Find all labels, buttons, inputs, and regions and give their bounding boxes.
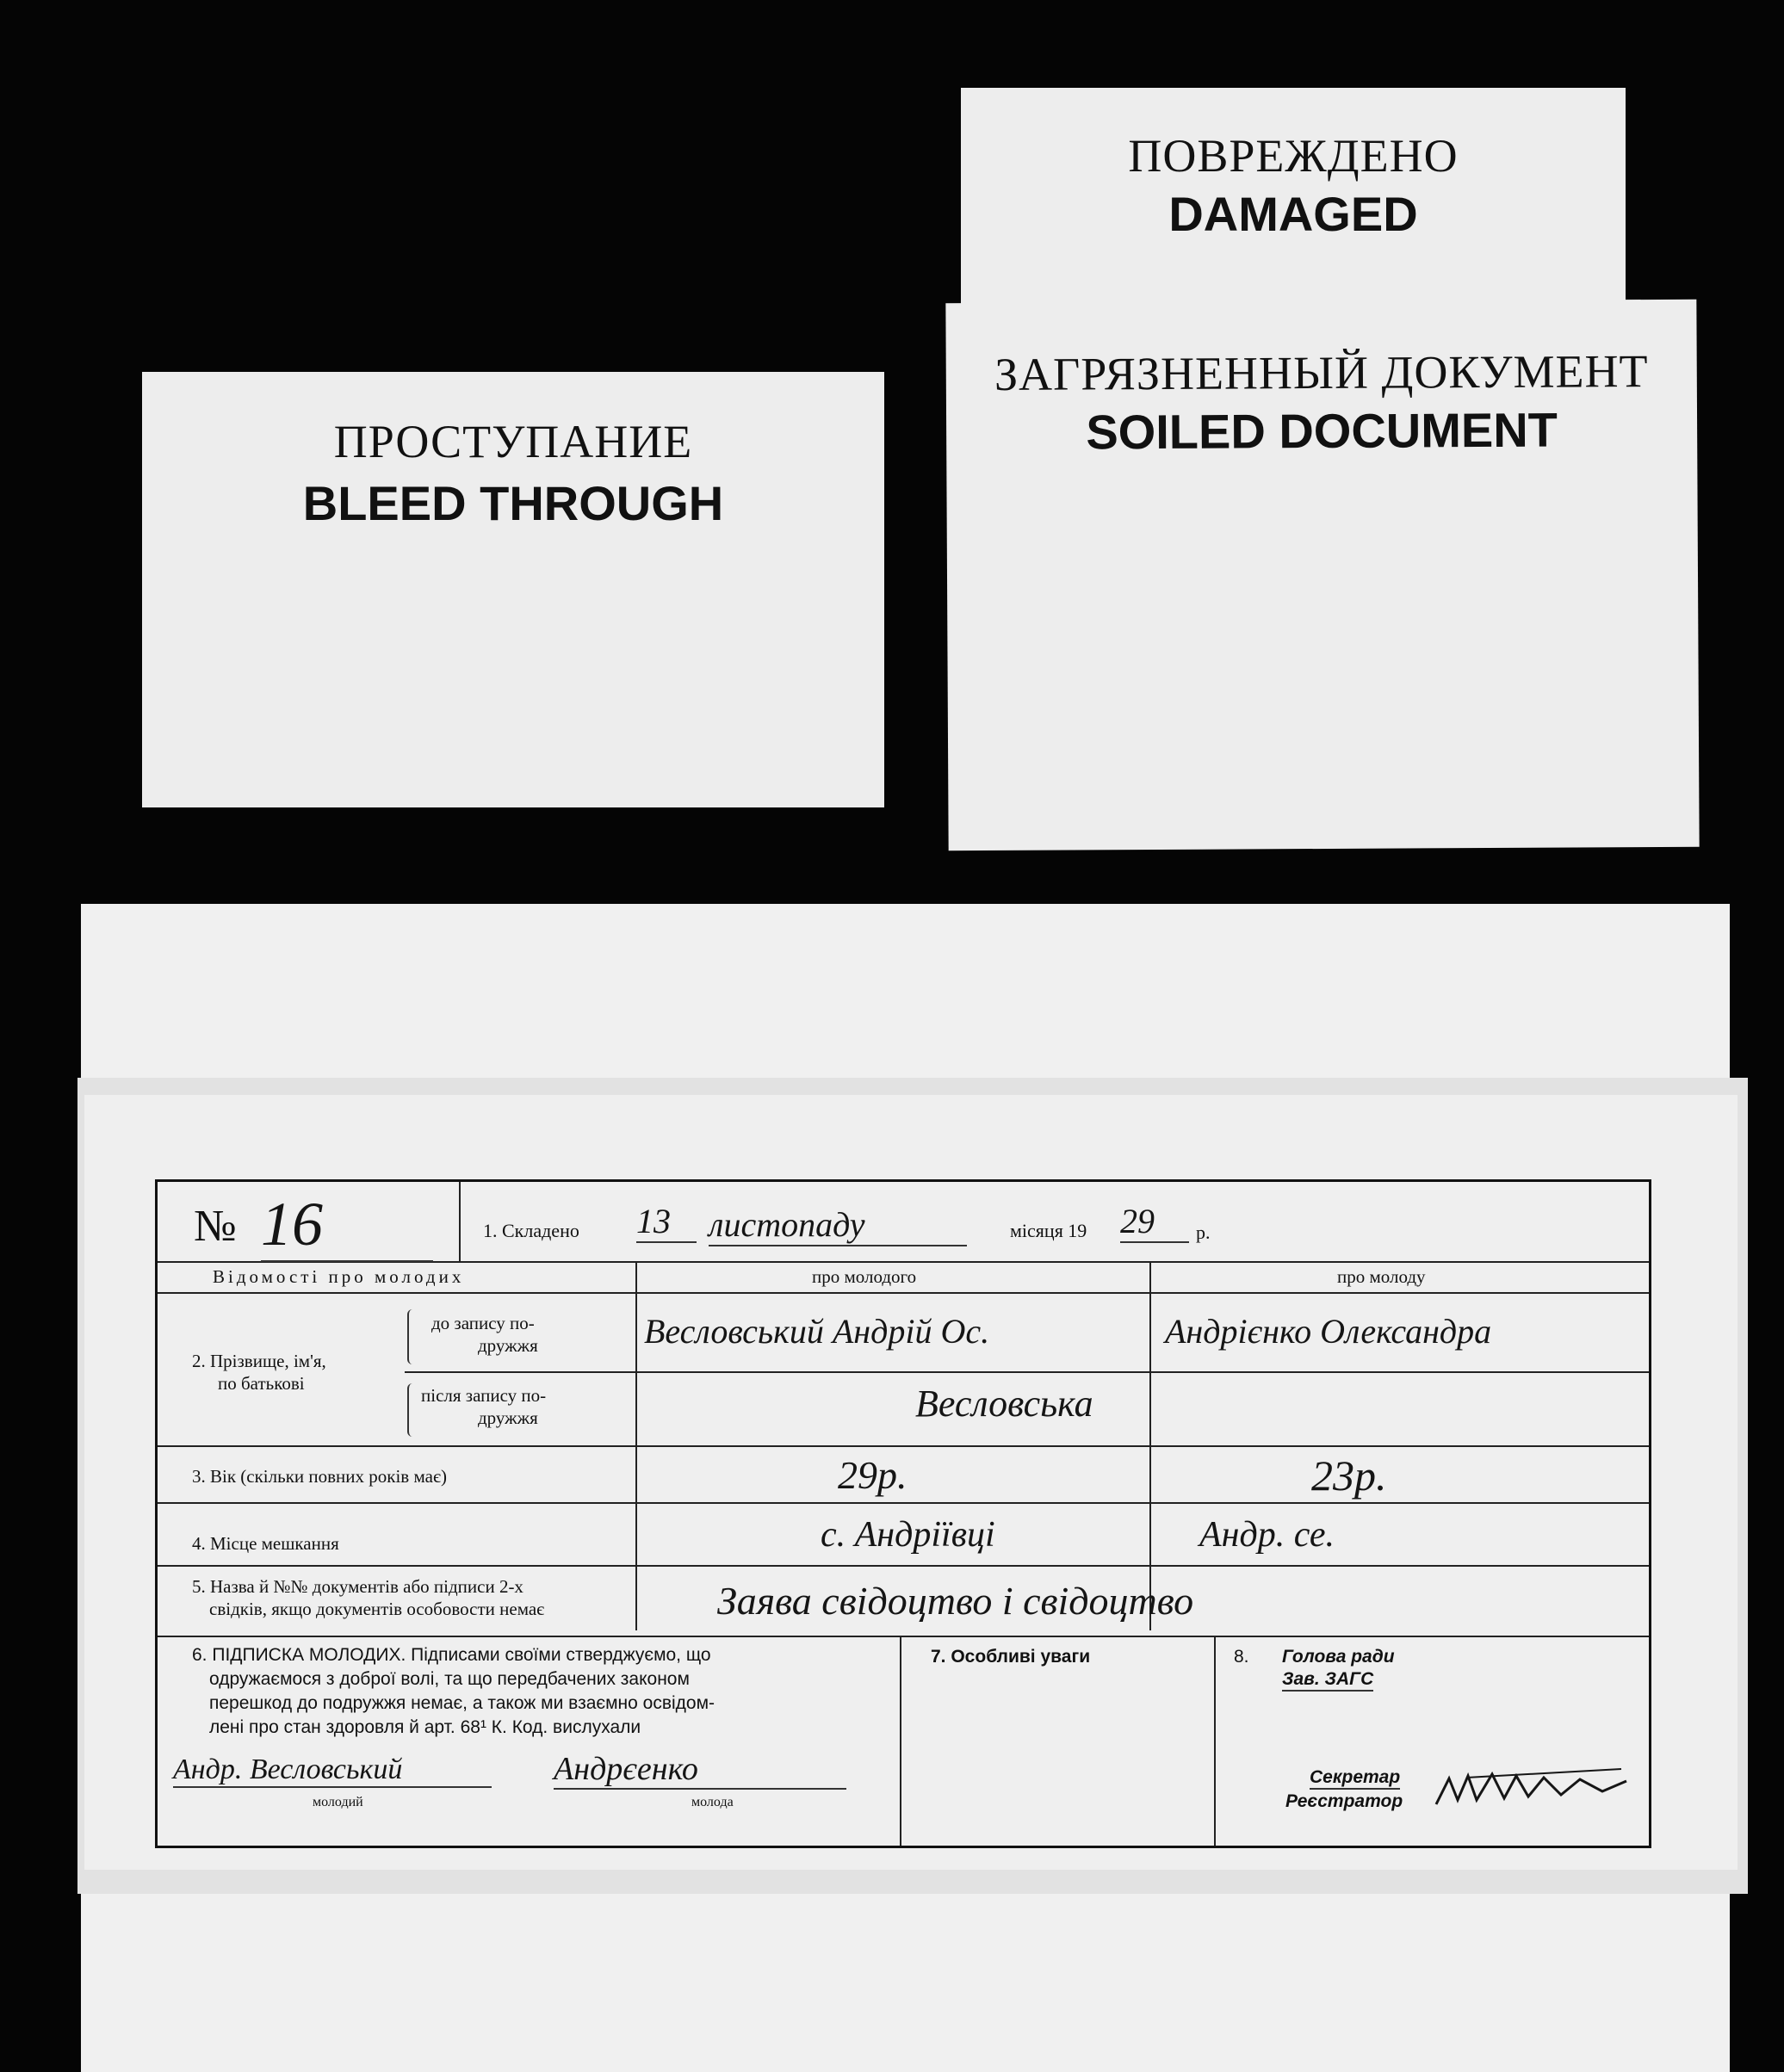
composed-year: 29: [1120, 1201, 1189, 1243]
head-of-registry: Зав. ЗАГС: [1282, 1669, 1373, 1692]
header-groom: про молодого: [812, 1266, 917, 1287]
pledge-line2: одружаємося з доброї волі, та що передбачених законом: [209, 1669, 690, 1689]
header-info: Відомості про молодих: [213, 1266, 465, 1287]
registrar-signature: [1432, 1757, 1638, 1817]
pledge-line3: перешкод до подружжя немає, а також ми взаємно освідом-: [209, 1693, 715, 1713]
name-label-line1: 2. Прізвище, ім'я,: [192, 1351, 326, 1371]
record-number: 16: [261, 1189, 433, 1262]
brace-after: [407, 1383, 421, 1437]
soiled-document-en: SOILED DOCUMENT: [1086, 402, 1558, 460]
damaged-ru: ПОВРЕЖДЕНО: [1128, 130, 1459, 182]
before-marriage-line1: до запису по-: [431, 1313, 535, 1333]
bleed-through-ru: ПРОСТУПАНИЕ: [333, 416, 693, 467]
number-sign: №: [194, 1202, 237, 1251]
bride-age: 23р.: [1311, 1451, 1387, 1500]
documents-label-line1: 5. Назва й №№ документів або підписи 2-х: [192, 1576, 523, 1597]
bride-caption: молода: [691, 1795, 734, 1809]
official-label: 8.: [1234, 1647, 1249, 1667]
before-marriage-line2: дружжя: [478, 1335, 538, 1356]
bride-name-before: Андрієнко Олександра: [1165, 1312, 1492, 1351]
groom-caption: молодий: [313, 1795, 363, 1809]
bleed-through-en: BLEED THROUGH: [302, 476, 724, 530]
groom-residence: с. Андріївці: [821, 1515, 995, 1555]
month-word: місяця 19: [1010, 1220, 1087, 1241]
registrar-label: Реєстратор: [1285, 1791, 1403, 1811]
pledge-line4: лені про стан здоровля й арт. 68¹ К. Код. вислухали: [209, 1717, 641, 1737]
name-label-line2: по батькові: [218, 1373, 305, 1394]
damaged-card: [961, 88, 1626, 319]
secretary-label: Секретар: [1310, 1767, 1400, 1790]
head-of-council: Голова ради: [1282, 1647, 1395, 1667]
after-marriage-line2: дружжя: [478, 1407, 538, 1428]
after-marriage-line1: після запису по-: [421, 1385, 547, 1406]
groom-age: 29р.: [838, 1453, 907, 1497]
composed-day: 13: [636, 1201, 697, 1243]
documents-label-line2: свідків, якщо документів особовости немає: [209, 1599, 545, 1619]
brace-before: [407, 1309, 421, 1364]
composed-label: 1. Складено: [483, 1220, 579, 1241]
bride-residence: Андр. се.: [1199, 1515, 1335, 1555]
header-bride: про молоду: [1337, 1266, 1426, 1287]
marriage-record-form: [155, 1179, 1651, 1848]
bride-name-after: Весловська: [915, 1382, 1093, 1425]
bride-signature: Андрєенко: [554, 1750, 846, 1790]
composed-month: листопаду: [709, 1204, 967, 1246]
groom-signature: Андр. Весловський: [173, 1753, 492, 1788]
damaged-en: DAMAGED: [1168, 187, 1418, 241]
groom-name-before: Весловський Андрій Ос.: [644, 1312, 990, 1351]
soiled-document-ru: ЗАГРЯЗНЕННЫЙ ДОКУМЕНТ: [994, 345, 1649, 400]
year-suffix: р.: [1196, 1222, 1211, 1243]
pledge-line1: 6. ПІДПИСКА МОЛОДИХ. Підписами своїми стверджуємо, що: [192, 1645, 711, 1665]
documents-value: Заява свідоцтво і свідоцтво: [717, 1579, 1194, 1623]
bleed-through-card: [142, 372, 884, 807]
age-label: 3. Вік (скільки повних років має): [192, 1466, 447, 1487]
soiled-document-card: [945, 300, 1699, 851]
residence-label: 4. Місце мешкання: [192, 1533, 339, 1554]
special-notes-label: 7. Особливі уваги: [931, 1647, 1091, 1667]
